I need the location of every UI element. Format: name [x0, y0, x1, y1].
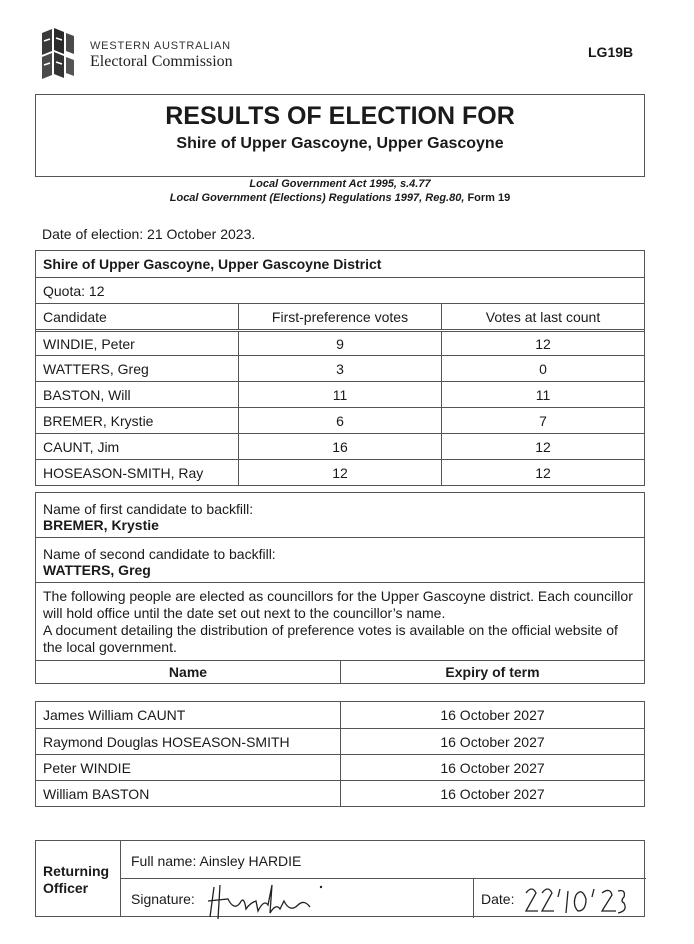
form-code: LG19B	[588, 44, 634, 60]
org-name-line2: Electoral Commission	[90, 53, 233, 70]
table-row	[36, 329, 644, 355]
last-count-votes: 12	[535, 335, 551, 352]
table-row	[36, 433, 644, 459]
table-row	[36, 459, 644, 485]
table-row	[36, 381, 644, 407]
councillor-name: Raymond Douglas HOSEASON-SMITH	[36, 729, 341, 754]
handwritten-date	[520, 883, 630, 917]
date-label: Date:	[481, 891, 515, 907]
term-expiry: 16 October 2027	[440, 785, 545, 802]
first-preference-votes: 6	[239, 408, 442, 433]
handwritten-signature	[206, 881, 336, 921]
councillors-table	[35, 701, 645, 807]
candidate-name: BASTON, Will	[36, 382, 239, 407]
last-count-votes: 12	[535, 464, 551, 481]
date-of-election: Date of election: 21 October 2023.	[42, 226, 256, 242]
act-reference: Local Government Act 1995, s.4.77	[249, 178, 431, 190]
councillor-name: William BASTON	[36, 781, 341, 806]
second-backfill-name: WATTERS, Greg	[43, 562, 151, 578]
returning-officer-box	[35, 840, 645, 917]
elected-statement: The following people are elected as councillors for the Upper Gascoyne district. Each councillor will hold office until the date set out next to the councillor’s name. A document detailing the distribution of preference votes is available on the official website of the local government.	[43, 588, 633, 655]
returning-officer-label: Returning Officer	[36, 841, 121, 916]
candidate-name: CAUNT, Jim	[36, 434, 239, 459]
last-count-votes: 0	[539, 360, 547, 377]
second-backfill-label: Name of second candidate to backfill:	[43, 546, 276, 562]
elected-box	[35, 582, 645, 684]
table-row	[36, 407, 644, 433]
candidate-name: WINDIE, Peter	[36, 332, 239, 355]
quota-row	[36, 277, 644, 303]
first-backfill-name: BREMER, Krystie	[43, 517, 159, 533]
results-header-row	[36, 303, 644, 329]
first-preference-votes: 9	[239, 332, 442, 355]
candidate-name: HOSEASON-SMITH, Ray	[36, 460, 239, 485]
district-row	[36, 251, 644, 277]
first-preference-votes: 16	[239, 434, 442, 459]
district-name: Shire of Upper Gascoyne, Upper Gascoyne District	[43, 256, 382, 272]
last-count-votes: 7	[539, 412, 547, 429]
col-name: Name	[36, 661, 341, 683]
table-row	[36, 754, 644, 780]
wa-electoral-commission-logo	[40, 27, 76, 79]
quota: Quota: 12	[43, 282, 105, 299]
term-expiry: 16 October 2027	[440, 733, 545, 750]
officer-full-name: Full name: Ainsley HARDIE	[131, 853, 302, 869]
col-expiry: Expiry of term	[445, 664, 540, 680]
last-count-votes: 12	[535, 438, 551, 455]
candidate-name: BREMER, Krystie	[36, 408, 239, 433]
first-preference-votes: 11	[239, 382, 442, 407]
first-backfill	[36, 493, 644, 537]
candidate-name: WATTERS, Greg	[36, 356, 239, 381]
councillor-name: James William CAUNT	[36, 702, 341, 728]
title-box	[35, 94, 645, 177]
table-row	[36, 780, 644, 806]
first-backfill-label: Name of first candidate to backfill:	[43, 501, 254, 517]
results-table	[35, 250, 645, 486]
backfill-box	[35, 492, 645, 583]
first-preference-votes: 12	[239, 460, 442, 485]
councillor-name: Peter WINDIE	[36, 755, 341, 780]
second-backfill	[36, 537, 644, 582]
page-subtitle: Shire of Upper Gascoyne, Upper Gascoyne	[176, 135, 504, 152]
divider	[121, 878, 646, 879]
term-expiry: 16 October 2027	[440, 759, 545, 776]
elected-header-row	[36, 660, 644, 683]
table-row	[36, 702, 644, 728]
table-row	[36, 355, 644, 381]
org-name-line1: WESTERN AUSTRALIAN	[90, 40, 231, 52]
regulation-reference: Local Government (Elections) Regulations 1997, Reg.80, Form 19	[169, 192, 511, 204]
col-first-preference: First-preference votes	[239, 304, 442, 329]
page-title: RESULTS OF ELECTION FOR	[165, 102, 515, 130]
divider	[473, 878, 474, 918]
signature-label: Signature:	[131, 891, 195, 907]
col-last-count: Votes at last count	[485, 308, 601, 325]
col-candidate: Candidate	[36, 304, 239, 329]
last-count-votes: 11	[535, 386, 551, 403]
first-preference-votes: 3	[239, 356, 442, 381]
table-row	[36, 728, 644, 754]
term-expiry: 16 October 2027	[440, 707, 545, 723]
